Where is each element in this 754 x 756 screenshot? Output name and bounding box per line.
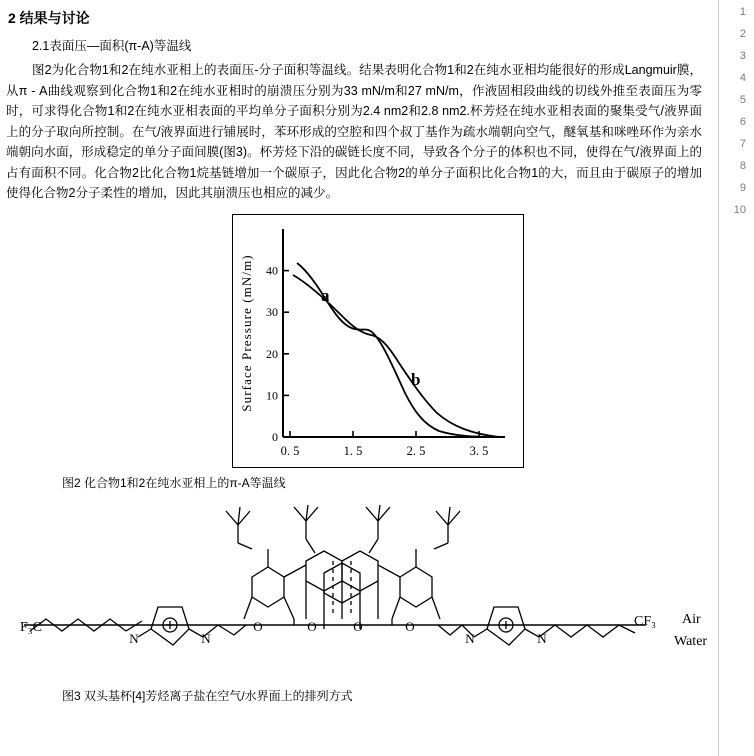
svg-text:Surface Pressure (mN/m): Surface Pressure (mN/m): [239, 253, 254, 412]
scheme-label-n-left-1: N: [129, 630, 139, 646]
svg-text:0. 5: 0. 5: [280, 443, 300, 458]
scheme-label-o4: O: [405, 618, 415, 634]
scheme-label-n-left-2: N: [201, 630, 211, 646]
chart-annotation-a: a: [321, 285, 330, 305]
svg-text:30: 30: [266, 304, 278, 319]
figure-3-caption: 图3 双头基杯[4]芳烃离子盐在空气/水界面上的排列方式: [62, 688, 353, 703]
page-title: 2 结果与讨论: [8, 10, 90, 26]
line-number: 4: [739, 72, 746, 84]
figure-2: [6, 214, 702, 491]
line-number-gutter: [718, 0, 754, 756]
line-number: 10: [733, 204, 746, 216]
chart-svg: [233, 215, 523, 467]
line-number: 6: [739, 116, 746, 128]
line-number: 2: [739, 28, 746, 40]
subsection-heading: 2.1表面压—面积(π-A)等温线: [32, 39, 192, 53]
figure-2-caption: 图2 化合物1和2在纯水亚相上的π-A等温线: [62, 475, 286, 490]
svg-text:0: 0: [272, 429, 278, 444]
svg-text:20: 20: [266, 346, 278, 361]
scheme-label-o2: O: [307, 618, 317, 634]
svg-text:10: 10: [266, 387, 278, 402]
body-paragraph: 图2为化合物1和2在纯水亚相上的表面压-分子面积等温线。结果表明化合物1和2在纯水亚相均能很好的形成Langmuir膜，从π - A曲线观察到化合物1和2在纯水亚相时的崩溃压分别为33 mN/m和27 mN/m，作液固相段曲线的切线外推至表面压为零时，可求得化合物1和2在纯水亚相表面的平均单分子面积分别为2.4 nm2和2.8 nm2.杯芳烃在纯水亚相表面的聚集受气/液界面上的分子取向所控制。在气/液界面进行铺展时，苯环形成的空腔和四个叔丁基作为疏水端朝向空气，醚氧基和咪唑环作为亲水端朝向水面，形成稳定的单分子面间膜(图3)。杯芳烃下沿的碳链长度不同，导致各个分子的体积也不同，使得在气/液界面上的占有面积不同。化合物2比化合物1烷基链增加一个碳原子，因此化合物2的单分子面积比化合物1的大，而且由于碳原子的增加使得化合物2分子柔性的增加，因此其崩溃压也相应的减少。: [6, 63, 702, 200]
scheme-label-n-right-2: N: [537, 630, 547, 646]
scheme-label-left-group: F₃C: [20, 619, 43, 635]
figure-3: [6, 503, 708, 704]
svg-text:40: 40: [266, 263, 278, 278]
svg-text:3. 5: 3. 5: [469, 443, 489, 458]
svg-text:1. 5: 1. 5: [343, 443, 363, 458]
scheme-label-air: Air: [682, 611, 701, 627]
line-number: 7: [739, 138, 746, 150]
scheme-label-water: Water: [674, 633, 708, 649]
scheme-label-n-right-1: N: [465, 630, 475, 646]
line-number: 5: [739, 94, 746, 106]
svg-text:2. 5: 2. 5: [406, 443, 426, 458]
line-number: 9: [739, 182, 746, 194]
line-number: 1: [739, 6, 746, 18]
scheme-label-o1: O: [253, 618, 263, 634]
line-number: 3: [739, 50, 746, 62]
scheme-svg: [6, 503, 722, 681]
scheme-diagram: [6, 503, 708, 681]
isotherm-chart: [232, 214, 524, 468]
line-number: 8: [739, 160, 746, 172]
scheme-label-right-group: CF₃: [634, 613, 657, 629]
chart-annotation-b: b: [411, 369, 421, 389]
scheme-label-o3: O: [353, 618, 363, 634]
